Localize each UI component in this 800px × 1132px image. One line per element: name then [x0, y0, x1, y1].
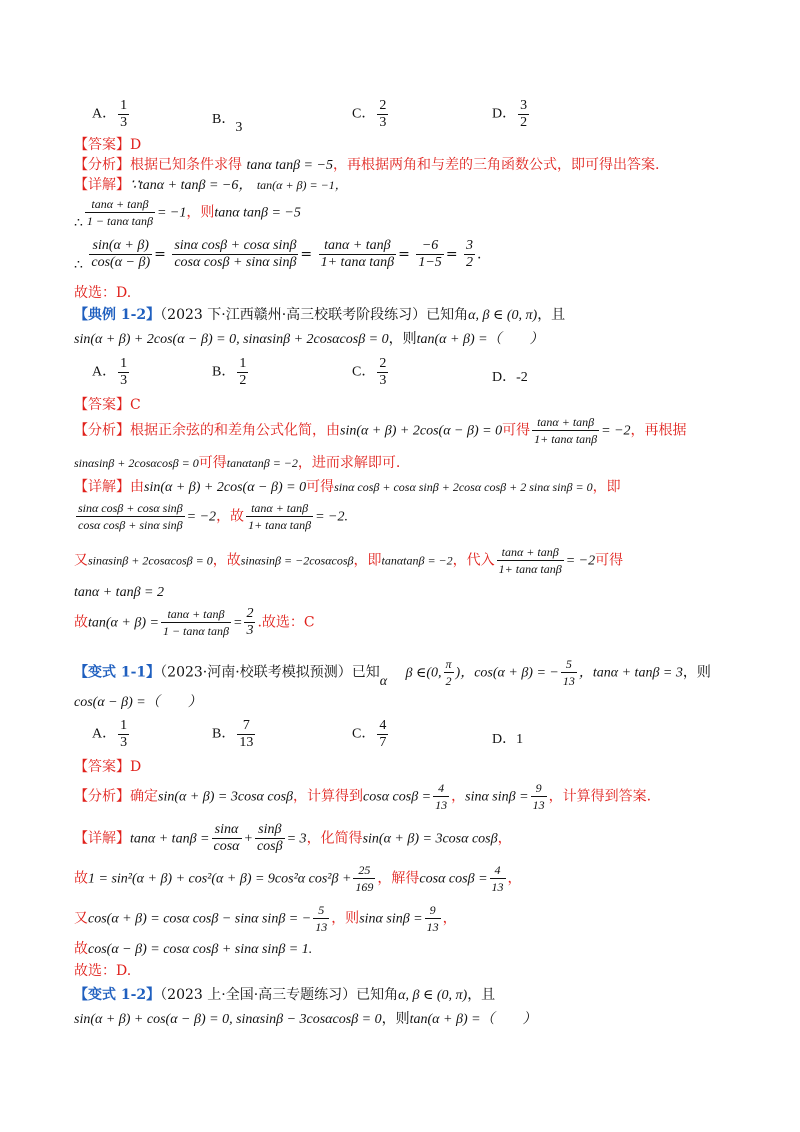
- variant-1-1-question: cos(α − β) =（ ）: [74, 695, 202, 710]
- option-b: B．3: [212, 112, 243, 135]
- detail-line-3: ∴ $\frac{\sin(\alpha + \beta)}{\cos(\alpha - \beta)}$ = $\frac{\text{sinα cosβ + cosα sinβ}}{\text{cosα cosβ + sinα sinβ}}$ = $\frac{\tan\alpha + \tan\beta}{\text{1+ tanα tanβ}}$ = $\frac{-6}{1-5}$ = $\frac{3}{2}$ .: [74, 238, 482, 273]
- ex2-detail-1: 【详解】由sin(α + β) + 2cos(α − β) = 0可得sinα cosβ + cosα sinβ + 2cosα cosβ + 2 sinα sinβ = 0，即: [74, 479, 621, 495]
- variant-1-2-header: 【变式 1-2】（2023 上·全国·高三专题练习）已知角α, β ∈ (0, π)，且: [74, 987, 496, 1003]
- ex2-option-d: D．-2: [492, 370, 528, 385]
- ex2-option-a: A． $\frac{1}{3}$: [92, 356, 128, 388]
- variant-1-1-header: 【变式 1-1】（2023·河南·校联考模拟预测）已知α β ∈(0, $\frac{\pi}{2}$ )，cos(α + β) = − $\frac{5}{13}$ ，tanα + tanβ = 3，则: [74, 657, 711, 689]
- var1-option-c: C． $\frac{4}{7}$: [352, 718, 387, 750]
- ex2-analysis-2: sinαsinβ + 2cosαcosβ = 0可得tanαtanβ = −2，进而求解即可.: [74, 455, 401, 471]
- analysis-line: 【分析】根据已知条件求得 tanα tanβ = −5，再根据两角和与差的三角函数公式，即可得出答案.: [74, 157, 660, 173]
- var1-detail-4: 故cos(α − β) = cosα cosβ + sinα sinβ = 1.: [74, 941, 313, 957]
- var1-detail-3: 又cos(α + β) = cosα cosβ − sinα sinβ = − $\frac{5}{13}$ ，则sinα sinβ = $\frac{9}{13}$ ，: [74, 903, 457, 934]
- ex2-option-c: C． $\frac{2}{3}$: [352, 356, 387, 388]
- example-1-2-equation: sin(α + β) + 2cos(α − β) = 0, sinαsinβ + 2cosαcosβ = 0，则tan(α + β) =（ ）: [74, 331, 544, 347]
- var1-detail-2: 故1 = sin²(α + β) + cos²(α + β) = 9cos²α cos²β + $\frac{25}{169}$ ，解得cosα cosβ = $\frac{4}{13}$ ，: [74, 863, 522, 894]
- example-1-2-header: 【典例 1-2】（2023 下·江西赣州·高三校联考阶段练习）已知角α, β ∈ (0, π)，且: [74, 307, 566, 323]
- ex2-detail-4: tanα + tanβ = 2: [74, 585, 164, 600]
- choose-line: 故选：D.: [74, 285, 132, 301]
- var1-option-d: D．1: [492, 732, 524, 747]
- detail-line-1: 【详解】∵tanα + tanβ = −6， tan(α + β) = −1，: [74, 177, 347, 193]
- ex2-answer: 【答案】C: [74, 397, 141, 413]
- var1-choose: 故选：D.: [74, 963, 132, 979]
- ex2-detail-2: $\frac{\text{sinα cosβ + cosα sinβ}}{\text{cosα cosβ + sinα sinβ}}$ = −2，故 $\frac{\tan\alpha + \tan\beta}{\text{1+ tanα tanβ}}$ = −2.: [78, 501, 349, 532]
- ex2-option-b: B． $\frac{1}{2}$: [212, 356, 247, 388]
- ex2-detail-3: 又sinαsinβ + 2cosαcosβ = 0，故sinαsinβ = −2cosαcosβ，即tanαtanβ = −2，代入 $\frac{\tan\alpha + \tan\beta}{\text{1+ tanα tanβ}}$ = −2可得: [74, 545, 624, 576]
- var1-option-b: B． $\frac{7}{13}$: [212, 718, 254, 750]
- option-d: D． $\frac{3}{2}$: [492, 98, 528, 130]
- var1-option-a: A． $\frac{1}{3}$: [92, 718, 128, 750]
- var1-answer: 【答案】D: [74, 759, 142, 775]
- var1-analysis: 【分析】确定sin(α + β) = 3cosα cosβ，计算得到cosα cosβ = $\frac{4}{13}$ ，sinα sinβ = $\frac{9}{13}$ ，计算得到答案.: [74, 781, 652, 812]
- ex2-analysis-1: 【分析】根据正余弦的和差角公式化简，由sin(α + β) + 2cos(α − β) = 0可得 $\frac{\tan\alpha + \tan\beta}{\text{1+ tanα tanβ}}$ = −2，再根据: [74, 415, 687, 446]
- var1-detail-1: 【详解】tanα + tanβ = $\frac{\sin\alpha}{\cos\alpha}$ + $\frac{\sin\beta}{\cos\beta}$ = 3，化简得sin(α + β) = 3cosα cosβ，: [74, 822, 512, 854]
- option-a: A． $\frac{1}{3}$: [92, 98, 128, 130]
- variant-1-2-equation: sin(α + β) + cos(α − β) = 0, sinαsinβ − 3cosαcosβ = 0，则tan(α + β) =（ ）: [74, 1011, 537, 1027]
- detail-line-2: ∴ $\frac{\tan\alpha + \tan\beta}{\text{1 − tanα tanβ}}$ = −1，则tanα tanβ = −5: [74, 197, 301, 231]
- ex2-detail-5: 故tan(α + β) = $\frac{\tan\alpha + \tan\beta}{\text{1 − tanα tanβ}}$ = $\frac{2}{3}$ .故选：C: [74, 606, 315, 638]
- option-c: C． $\frac{2}{3}$: [352, 98, 387, 130]
- answer-line: 【答案】D: [74, 137, 142, 153]
